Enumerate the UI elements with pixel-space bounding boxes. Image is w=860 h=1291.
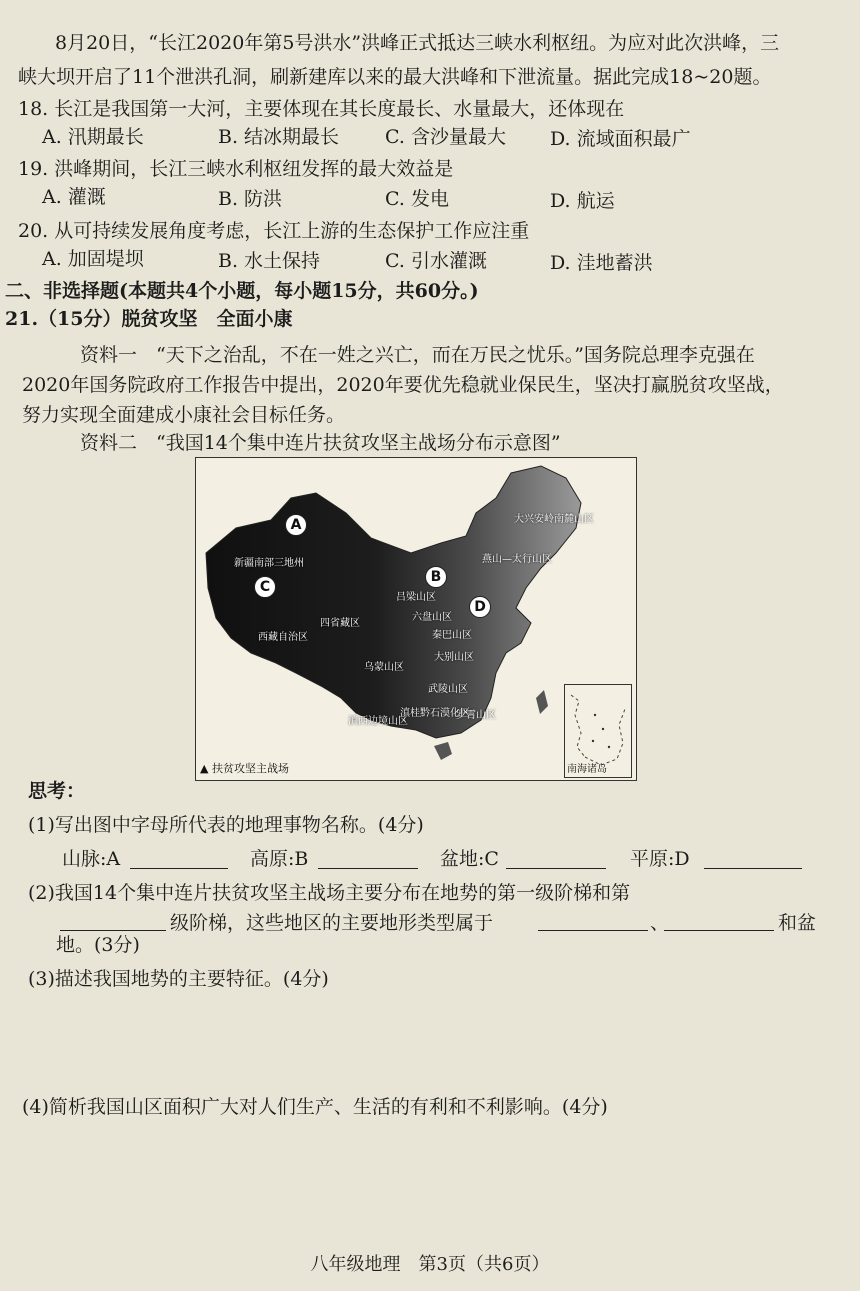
blank-step-input[interactable] bbox=[60, 910, 166, 931]
south-china-sea-inset bbox=[564, 684, 632, 778]
region-label: 乌蒙山区 bbox=[364, 662, 404, 673]
region-label: 四省藏区 bbox=[320, 618, 360, 629]
q19-option-d[interactable]: D. 航运 bbox=[550, 190, 615, 212]
blank-landform-2-input[interactable] bbox=[664, 910, 774, 931]
material-2-caption: 资料二 “我国14个集中连片扶贫攻坚主战场分布示意图” bbox=[80, 432, 561, 454]
map-letter-d: D bbox=[469, 596, 491, 618]
think-q3: (3)描述我国地势的主要特征。(4分) bbox=[28, 968, 329, 990]
region-label: 大别山区 bbox=[434, 652, 474, 663]
blank-landform-1-input[interactable] bbox=[538, 910, 648, 931]
map-letter-a: A bbox=[285, 514, 307, 536]
q19-option-c[interactable]: C. 发电 bbox=[385, 188, 449, 210]
region-label: 燕山—太行山区 bbox=[482, 554, 552, 565]
think-heading: 思考： bbox=[28, 780, 86, 802]
question-18-stem: 18. 长江是我国第一大河，主要体现在其长度最长、水量最大，还体现在 bbox=[18, 98, 625, 120]
blank-a-input[interactable] bbox=[130, 848, 228, 869]
material-1-line-1: 资料一 “天下之治乱，不在一姓之兴亡，而在万民之忧乐。”国务院总理李克强在 bbox=[80, 344, 755, 366]
page-footer: 八年级地理 第3页（共6页） bbox=[310, 1254, 550, 1275]
region-label: 滇西边境山区 bbox=[348, 716, 408, 727]
answer-area-q4[interactable] bbox=[28, 1124, 828, 1234]
question-20-stem: 20. 从可持续发展角度考虑，长江上游的生态保护工作应注重 bbox=[18, 220, 530, 242]
q18-option-a[interactable]: A. 汛期最长 bbox=[42, 126, 144, 148]
region-label: 新疆南部三地州 bbox=[234, 558, 304, 569]
blank-d-input[interactable] bbox=[704, 848, 802, 869]
q20-option-d[interactable]: D. 洼地蓄洪 bbox=[550, 252, 653, 274]
blank-c-input[interactable] bbox=[506, 848, 606, 869]
region-label: 武陵山区 bbox=[428, 684, 468, 695]
blank-d-label: 平原:D bbox=[630, 848, 690, 870]
region-label: 滇桂黔石漠化区 bbox=[400, 708, 470, 719]
think-q2-line-2a: 级阶梯，这些地区的主要地形类型属于 bbox=[170, 912, 494, 934]
q19-option-a[interactable]: A. 灌溉 bbox=[42, 186, 106, 208]
q20-option-c[interactable]: C. 引水灌溉 bbox=[385, 250, 487, 272]
section-2-heading: 二、非选择题(本题共4个小题，每小题15分，共60分。) bbox=[5, 280, 479, 302]
blank-b-label: 高原:B bbox=[250, 848, 309, 870]
region-label: 吕梁山区 bbox=[396, 592, 436, 603]
region-label: 大兴安岭南麓山区 bbox=[514, 514, 594, 525]
q20-option-a[interactable]: A. 加固堤坝 bbox=[42, 248, 144, 270]
region-label: 罗霄山区 bbox=[456, 710, 496, 721]
think-q2-line-1: (2)我国14个集中连片扶贫攻坚主战场主要分布在地势的第一级阶梯和第 bbox=[28, 882, 631, 904]
think-q2-line-2b: 、 bbox=[650, 912, 670, 934]
blank-b-input[interactable] bbox=[318, 848, 418, 869]
think-q2-line-2c: 和盆 bbox=[778, 912, 817, 934]
china-poverty-map bbox=[195, 457, 637, 781]
region-label: 西藏自治区 bbox=[258, 632, 308, 643]
answer-area-q3[interactable] bbox=[28, 996, 828, 1082]
region-label: 秦巴山区 bbox=[432, 630, 472, 641]
q18-option-c[interactable]: C. 含沙量最大 bbox=[385, 126, 506, 148]
blank-c-label: 盆地:C bbox=[440, 848, 499, 870]
question-19-stem: 19. 洪峰期间，长江三峡水利枢纽发挥的最大效益是 bbox=[18, 158, 454, 180]
think-q4: (4)简析我国山区面积广大对人们生产、生活的有利和不利影响。(4分) bbox=[22, 1096, 608, 1118]
think-q1: (1)写出图中字母所代表的地理事物名称。(4分) bbox=[28, 814, 424, 836]
q18-option-d[interactable]: D. 流域面积最广 bbox=[550, 128, 691, 150]
map-letter-c: C bbox=[254, 576, 276, 598]
map-legend: ▲ 扶贫攻坚主战场 bbox=[200, 762, 289, 775]
intro-line-2: 峡大坝开启了11个泄洪孔洞，刷新建库以来的最大洪峰和下泄流量。据此完成18~20题。 bbox=[18, 66, 772, 88]
intro-line-1: 8月20日，“长江2020年第5号洪水”洪峰正式抵达三峡水利枢纽。为应对此次洪峰，三 bbox=[55, 32, 780, 54]
map-letter-b: B bbox=[425, 566, 447, 588]
q19-option-b[interactable]: B. 防洪 bbox=[218, 188, 283, 210]
q20-option-b[interactable]: B. 水土保持 bbox=[218, 250, 321, 272]
inset-label: 南海诸岛 bbox=[567, 764, 607, 775]
material-1-line-2: 2020年国务院政府工作报告中提出，2020年要优先稳就业保民生，坚决打赢脱贫攻坚战， bbox=[22, 374, 784, 396]
q18-option-b[interactable]: B. 结冰期最长 bbox=[218, 126, 340, 148]
think-q2-line-3: 地。(3分) bbox=[56, 934, 140, 956]
material-1-line-3: 努力实现全面建成小康社会目标任务。 bbox=[22, 404, 346, 426]
region-label: 六盘山区 bbox=[412, 612, 452, 623]
question-21-title: 21.（15分）脱贫攻坚 全面小康 bbox=[5, 308, 293, 330]
blank-a-label: 山脉:A bbox=[62, 848, 121, 870]
